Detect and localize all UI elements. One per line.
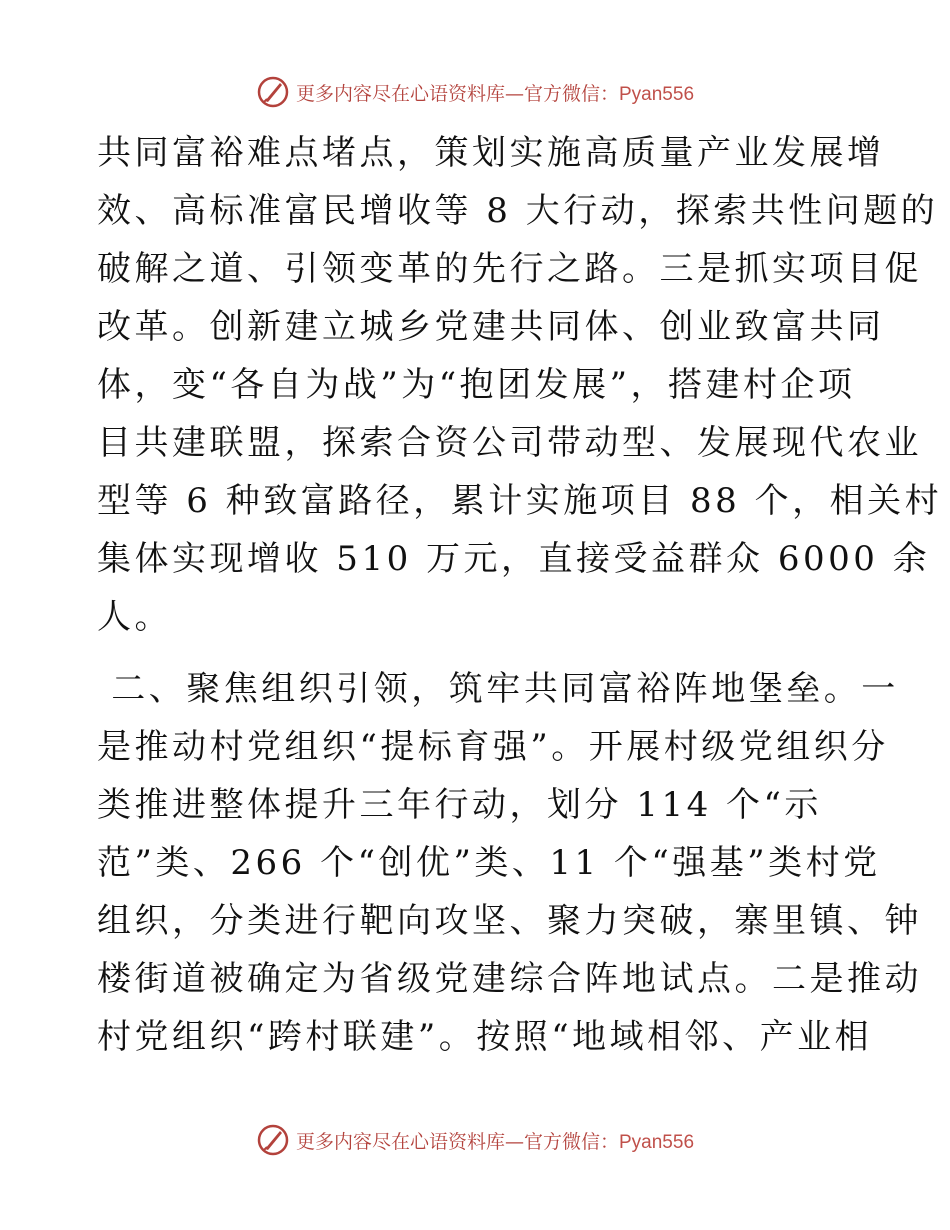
watermark-id: Pyan556 xyxy=(619,83,695,105)
text-line: 人。 xyxy=(97,597,172,637)
paragraph-1 xyxy=(97,124,943,646)
text-line: 效、高标准富民增收等 8 大行动，探索共性问题的 xyxy=(97,191,939,231)
feather-quill-icon xyxy=(256,1123,290,1157)
text-line: 范”类、266 个“创优”类、11 个“强基”类村党 xyxy=(97,843,881,883)
watermark-banner-bottom xyxy=(0,1120,950,1160)
text-line: 破解之道、引领变革的先行之路。三是抓实项目促 xyxy=(97,249,922,289)
watermark-label: 更多内容尽在心语资料库—官方微信： xyxy=(295,82,619,105)
text-line: 类推进整体提升三年行动，划分 114 个“示 xyxy=(97,785,822,825)
watermark-id: Pyan556 xyxy=(619,1131,695,1153)
document-body xyxy=(97,124,943,1066)
paragraph-2 xyxy=(97,660,922,1066)
watermark-banner-top xyxy=(0,72,950,112)
watermark-label: 更多内容尽在心语资料库—官方微信： xyxy=(295,1130,619,1153)
paragraph-gap xyxy=(97,646,857,660)
text-line: 体，变“各自为战”为“抱团发展”，搭建村企项 xyxy=(97,365,856,405)
text-line: 共同富裕难点堵点，策划实施高质量产业发展增 xyxy=(97,133,885,173)
text-line: 型等 6 种致富路径，累计实施项目 88 个，相关村 xyxy=(97,481,943,521)
text-line: 村党组织“跨村联建”。按照“地域相邻、产业相 xyxy=(97,1017,873,1057)
text-line: 是推动村党组织“提标育强”。开展村级党组织分 xyxy=(97,727,889,767)
text-line: 组织，分类进行靶向攻坚、聚力突破，寨里镇、钟 xyxy=(97,901,922,941)
text-line: 楼街道被确定为省级党建综合阵地试点。二是推动 xyxy=(97,959,922,999)
text-line: 二、聚焦组织引领，筑牢共同富裕阵地堡垒。一 xyxy=(97,669,899,709)
watermark-text xyxy=(296,1127,694,1154)
text-line: 目共建联盟，探索合资公司带动型、发展现代农业 xyxy=(97,423,922,463)
feather-quill-icon xyxy=(256,75,290,109)
text-line: 集体实现增收 510 万元，直接受益群众 6000 余 xyxy=(97,539,931,579)
watermark-text xyxy=(296,79,694,106)
text-line: 改革。创新建立城乡党建共同体、创业致富共同 xyxy=(97,307,885,347)
